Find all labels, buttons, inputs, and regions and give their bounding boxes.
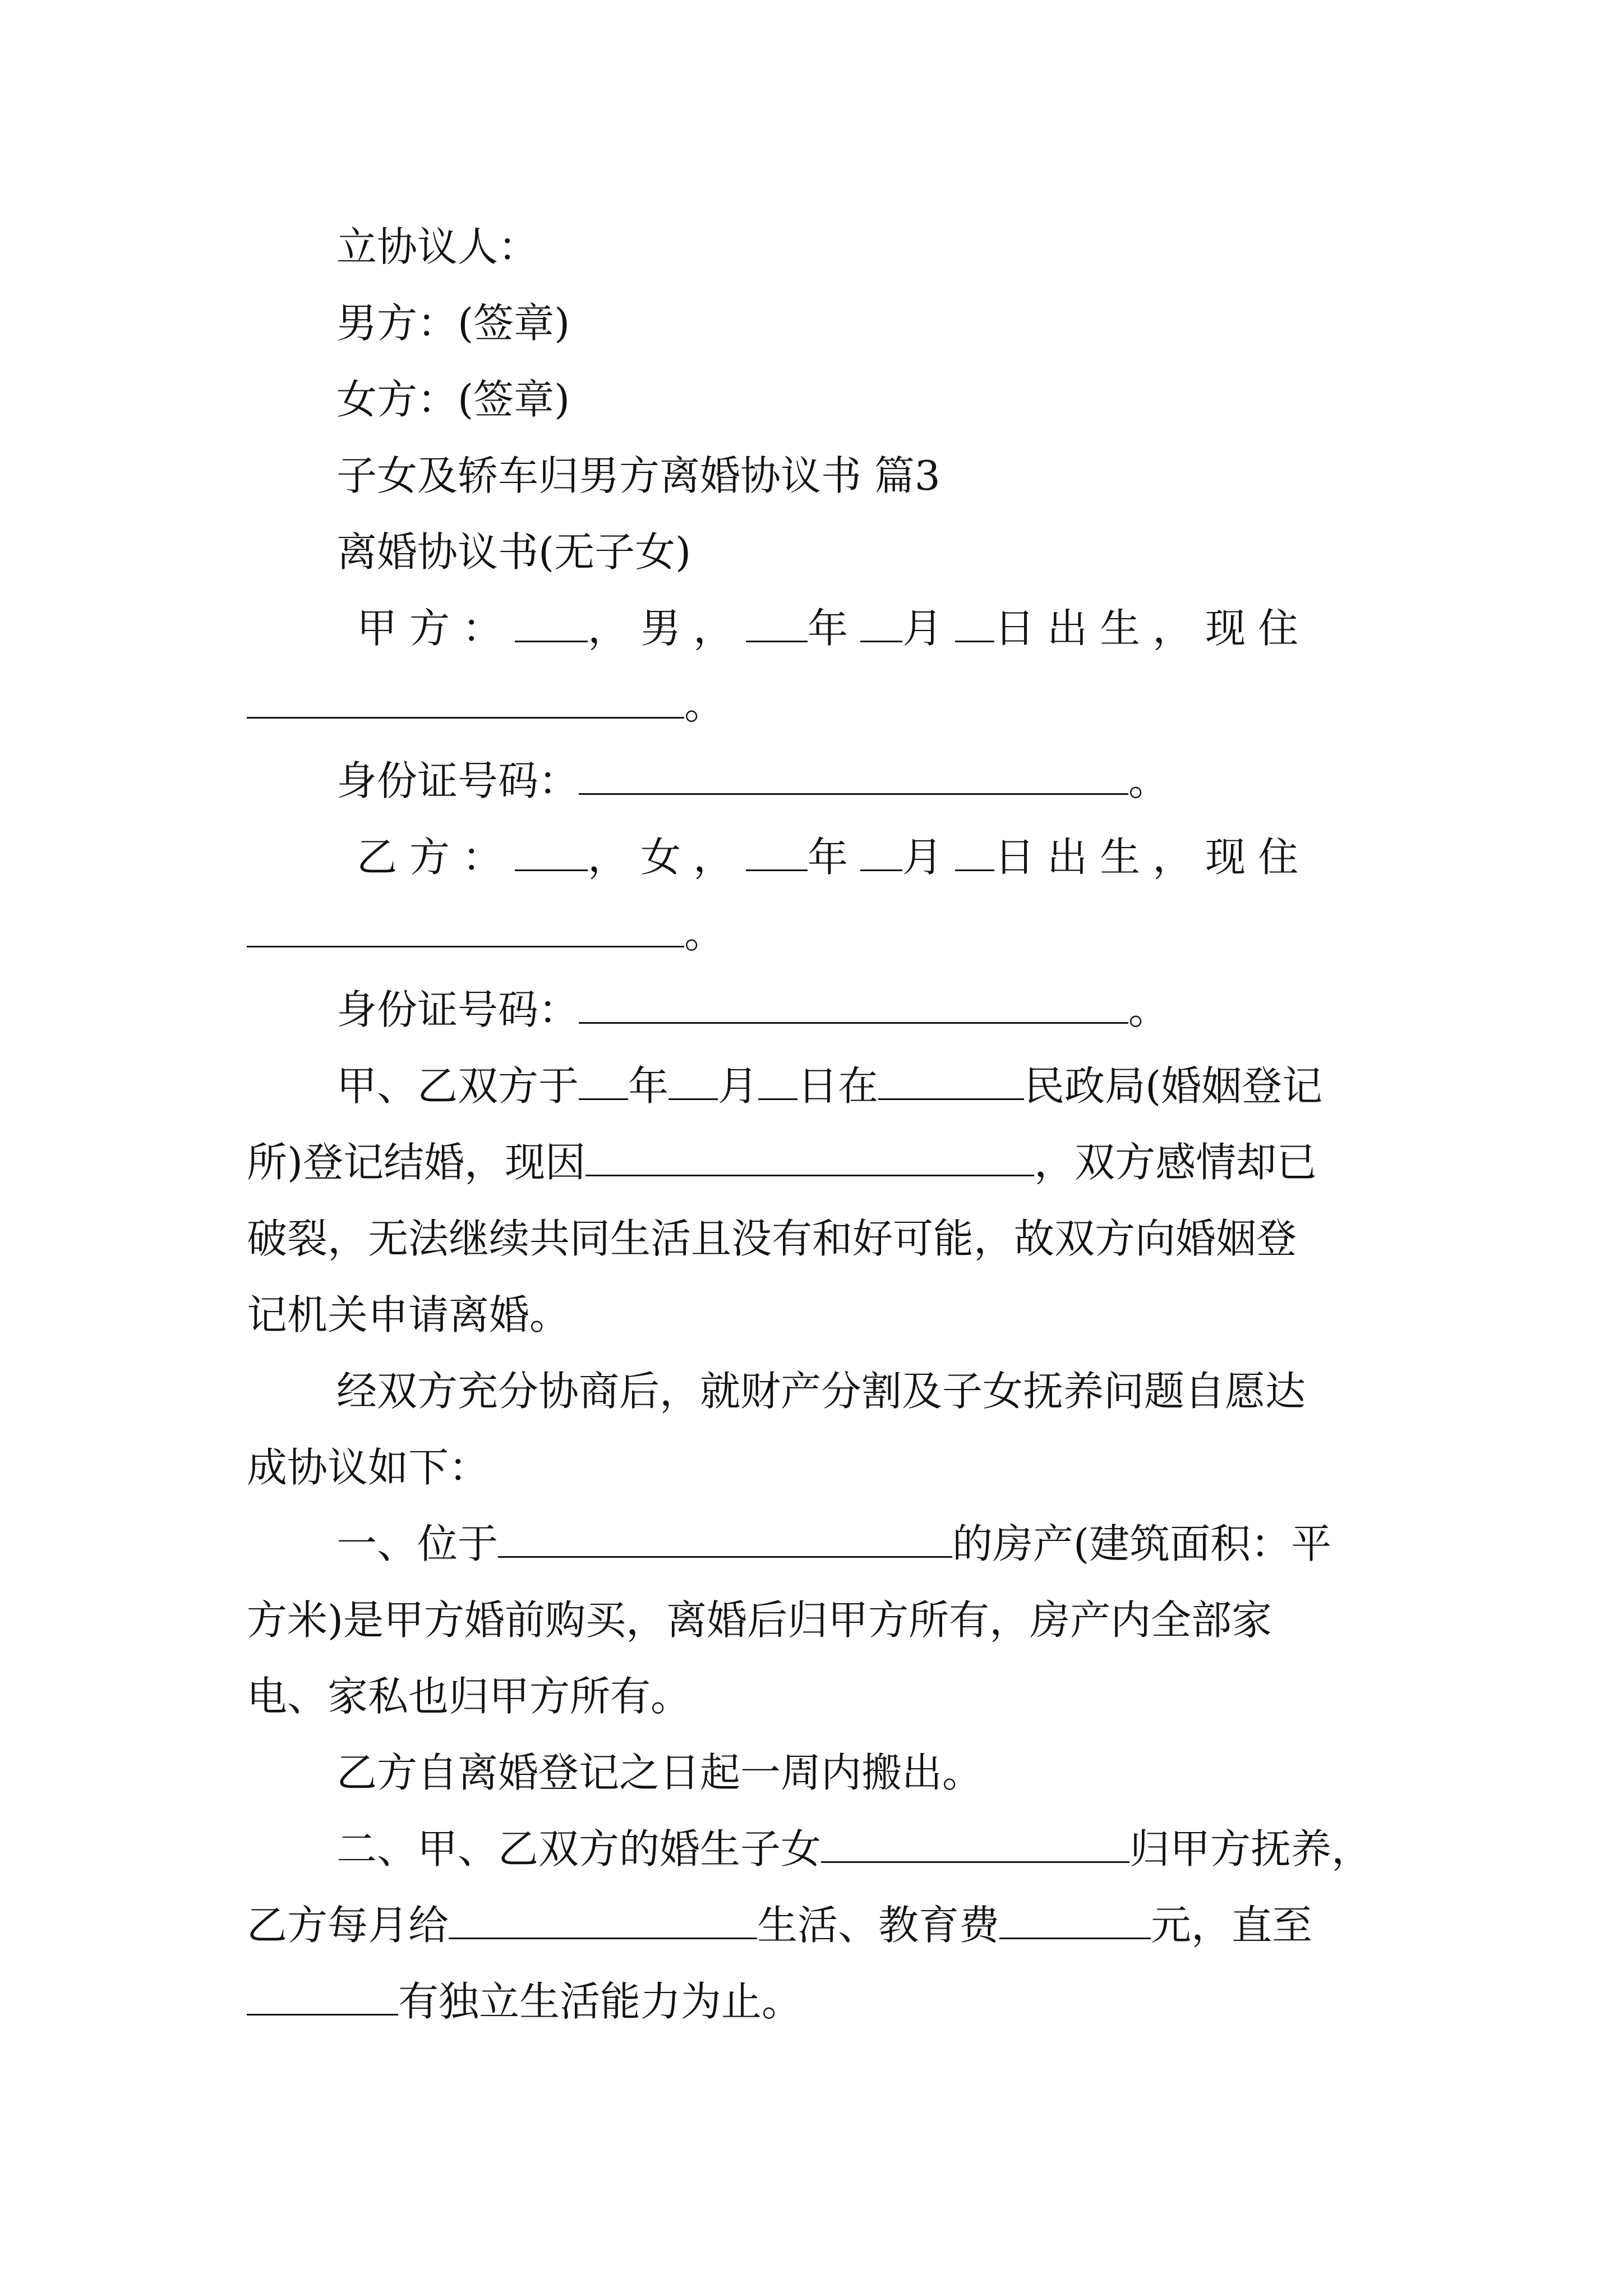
moveout-line: 乙方自离婚登记之日起一周内搬出。 — [336, 1749, 983, 1796]
party-a-label: 甲方： — [357, 605, 515, 652]
party-a-line — [357, 601, 1311, 655]
party-a-address-line — [247, 678, 725, 731]
item1-line-1 — [336, 1517, 1331, 1571]
party-b-born-address-label: 日出生，现住 — [994, 834, 1311, 881]
party-b-gender: ，女， — [588, 834, 746, 881]
marriage-text-a: 甲、乙双方于 — [336, 1062, 579, 1110]
support-until-blank — [247, 1979, 398, 2016]
marriage-day-blank — [758, 1064, 797, 1100]
party-b-address-blank — [247, 911, 684, 947]
item1-line-3: 电、家私也归甲方所有。 — [247, 1673, 691, 1720]
child-name-blank — [821, 1826, 1129, 1863]
marriage-day-label: 日在 — [797, 1062, 879, 1110]
marriage-line-4: 记机关申请离婚。 — [247, 1291, 570, 1338]
item2-children-label: 二、甲、乙双方的婚生子女 — [336, 1825, 822, 1872]
party-b-label: 乙方： — [357, 834, 515, 881]
divorce-reason-blank — [585, 1140, 1034, 1176]
item1-line-2: 方米)是甲方婚前购买，离婚后归甲方所有，房产内全部家 — [247, 1596, 1272, 1644]
marriage-reason-label: 所)登记结婚，现因 — [247, 1139, 586, 1186]
support-amount-blank — [999, 1903, 1151, 1939]
party-a-gender: ，男， — [588, 605, 746, 652]
party-b-name-blank — [515, 835, 588, 871]
item1-location-label: 一、位于 — [336, 1520, 499, 1567]
party-a-id-label: 身份证号码： — [336, 757, 579, 804]
party-b-line — [357, 830, 1311, 884]
party-a-birth-day-blank — [955, 606, 994, 642]
marriage-line-3: 破裂，无法继续共同生活且没有和好可能，故双方向婚姻登 — [247, 1215, 1297, 1262]
item2-independence-text: 有独立生活能力为止。 — [398, 1978, 803, 2025]
party-a-id-line — [336, 754, 1169, 808]
party-a-period: 。 — [684, 681, 725, 728]
party-b-id-blank — [579, 987, 1128, 1024]
marriage-text-e: 民政局(婚姻登记 — [1024, 1062, 1323, 1110]
party-a-birth-month-blank — [860, 606, 902, 642]
agreement-title: 离婚协议书(无子女) — [336, 528, 691, 576]
party-b-birth-year-blank — [746, 835, 808, 871]
property-location-blank — [498, 1521, 952, 1558]
party-b-address-line — [247, 907, 725, 960]
party-a-birth-year-blank — [746, 606, 808, 642]
party-b-birth-month-blank — [860, 835, 902, 871]
consult-line-1: 经双方充分协商后，就财产分割及子女抚养问题自愿达 — [336, 1368, 1306, 1415]
item2-until-label: 元，直至 — [1151, 1902, 1313, 1949]
marriage-year-label: 年 — [628, 1062, 669, 1110]
item2-line-3 — [247, 1975, 802, 2028]
section-title: 子女及轿车归男方离婚协议书 篇3 — [336, 452, 940, 499]
party-a-name-blank — [515, 606, 588, 642]
item2-line-1 — [336, 1822, 1372, 1876]
consult-line-2: 成协议如下： — [247, 1444, 490, 1491]
party-b-period: 。 — [684, 910, 725, 957]
marriage-month-blank — [668, 1064, 718, 1100]
marriage-text-b: ，双方感情却已 — [1034, 1139, 1317, 1186]
item1-property-text: 的房产(建筑面积：平 — [952, 1520, 1332, 1567]
party-b-month-label: 月 — [902, 834, 956, 881]
item2-custody-text: 归甲方抚养， — [1129, 1825, 1372, 1872]
item2-fee-label: 生活、教育费 — [757, 1902, 1000, 1949]
party-b-year-label: 年 — [808, 834, 861, 881]
signatories-label: 立协议人： — [336, 223, 539, 270]
item2-monthly-label: 乙方每月给 — [247, 1902, 449, 1949]
marriage-year-blank — [579, 1064, 628, 1100]
party-a-address-blank — [247, 682, 684, 719]
marriage-line-1 — [336, 1059, 1322, 1113]
party-b-id-line — [336, 983, 1169, 1037]
party-b-id-label: 身份证号码： — [336, 986, 579, 1033]
marriage-line-2 — [247, 1135, 1317, 1189]
support-recipient-blank — [449, 1903, 757, 1939]
item2-line-2 — [247, 1898, 1312, 1952]
party-a-year-label: 年 — [808, 605, 861, 652]
male-signature-line: 男方：(签章) — [336, 300, 570, 347]
party-a-id-blank — [579, 758, 1128, 795]
party-a-month-label: 月 — [902, 605, 956, 652]
party-b-id-period: 。 — [1128, 986, 1169, 1033]
party-b-birth-day-blank — [955, 835, 994, 871]
marriage-month-label: 月 — [718, 1062, 759, 1110]
party-a-id-period: 。 — [1128, 757, 1169, 804]
civil-affairs-bureau-blank — [878, 1064, 1024, 1100]
female-signature-line: 女方：(签章) — [336, 376, 570, 423]
party-a-born-address-label: 日出生，现住 — [994, 605, 1311, 652]
